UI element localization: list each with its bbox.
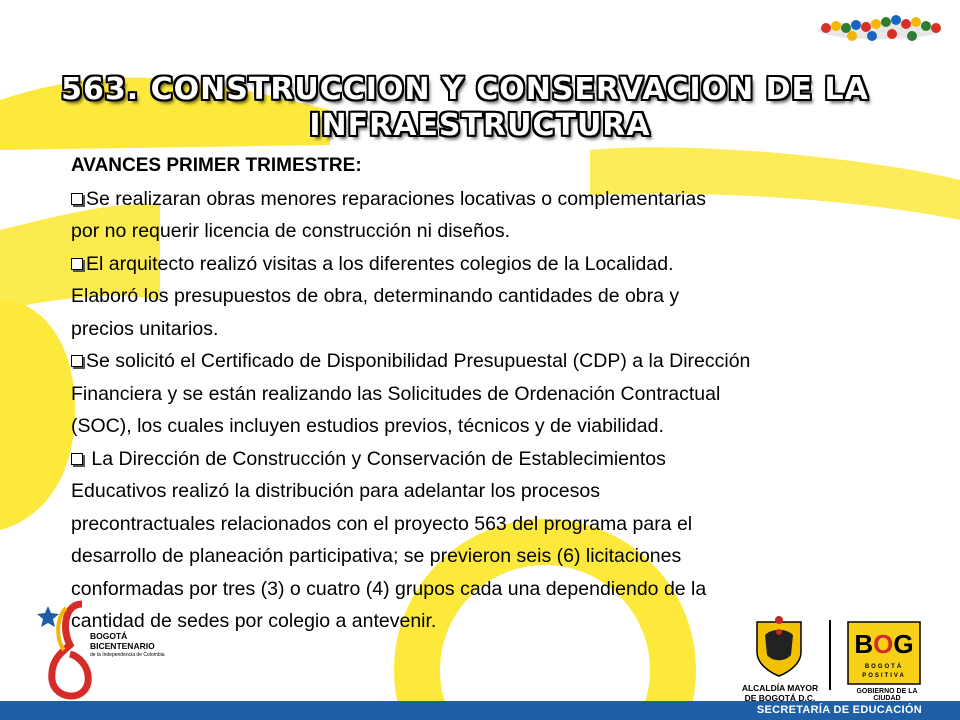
svg-text:BOGOTÁ: BOGOTÁ xyxy=(864,664,904,670)
paragraph-line: Elaboró los presupuestos de obra, determinando cantidades de obra y xyxy=(71,285,680,307)
bicentenario-line1: BOGOTÁ xyxy=(90,631,128,641)
paragraph-line: desarrollo de planeación participativa; se previeron seis (6) licitaciones xyxy=(71,545,682,567)
svg-text:BOG: BOG xyxy=(854,629,914,659)
paragraph-line: Se solicitó el Certificado de Disponibilidad Presupuestal (CDP) a la Dirección xyxy=(86,350,751,372)
paragraph-line: cantidad de sedes por colegio a antevenir. xyxy=(71,610,437,632)
slide-title-line1: 563. CONSTRUCCION Y CONSERVACION DE LA xyxy=(61,72,869,107)
checkbox-bullet-icon xyxy=(71,193,83,205)
paragraph-line: Educativos realizó la distribución para adelantar los procesos xyxy=(71,480,600,502)
star-icon xyxy=(37,606,59,627)
svg-text:POSITIVA: POSITIVA xyxy=(862,673,906,679)
paragraph-line: precios unitarios. xyxy=(71,317,219,340)
section-heading: AVANCES PRIMER TRIMESTRE: xyxy=(71,155,362,176)
paragraph-1 xyxy=(71,183,921,248)
paragraph-3 xyxy=(71,345,921,443)
paragraph-line: Financiera y se están realizando las Solicitudes de Ordenación Contractual xyxy=(71,382,721,405)
slide-title-line2: INFRAESTRUCTURA xyxy=(309,108,651,143)
paragraph-line: por no requerir licencia de construcción ni diseños. xyxy=(71,220,510,242)
checkbox-bullet-icon xyxy=(71,355,83,367)
paragraph-2 xyxy=(71,248,921,346)
footer-text: SECRETARÍA DE EDUCACIÓN xyxy=(756,704,922,716)
paragraph-line: conformadas por tres (3) o cuatro (4) grupos cada una dependiendo de la xyxy=(71,577,707,600)
bicentenario-line2: BICENTENARIO xyxy=(90,640,155,651)
paragraph-line: Se realizaran obras menores reparaciones locativas o complementarias xyxy=(86,187,706,210)
paragraph-line: La Dirección de Construcción y Conservación de Establecimientos xyxy=(86,447,666,470)
bog-label: GOBIERNO DE LA CIUDAD xyxy=(856,688,918,702)
bicentenario-line3: de la Independencia de Colombia xyxy=(90,652,165,658)
checkbox-bullet-icon xyxy=(71,453,83,465)
paragraph-line: El arquitecto realizó visitas a los diferentes colegios de la Localidad. xyxy=(86,252,674,275)
paragraph-line: (SOC), los cuales incluyen estudios previos, técnicos y de viabilidad. xyxy=(71,415,664,437)
alcaldia-line2: DE BOGOTÁ D.C. xyxy=(744,693,816,703)
figurines-icon xyxy=(818,15,942,41)
paragraph-4 xyxy=(71,443,921,638)
bicentenario-text xyxy=(90,632,165,661)
paragraph-line: precontractuales relacionados con el proyecto 563 del programa para el xyxy=(71,512,693,535)
alcaldia-line1: ALCALDÍA MAYOR xyxy=(741,683,819,693)
slide-body xyxy=(71,150,921,638)
checkbox-bullet-icon xyxy=(71,258,83,270)
alcaldia-text xyxy=(735,683,825,703)
